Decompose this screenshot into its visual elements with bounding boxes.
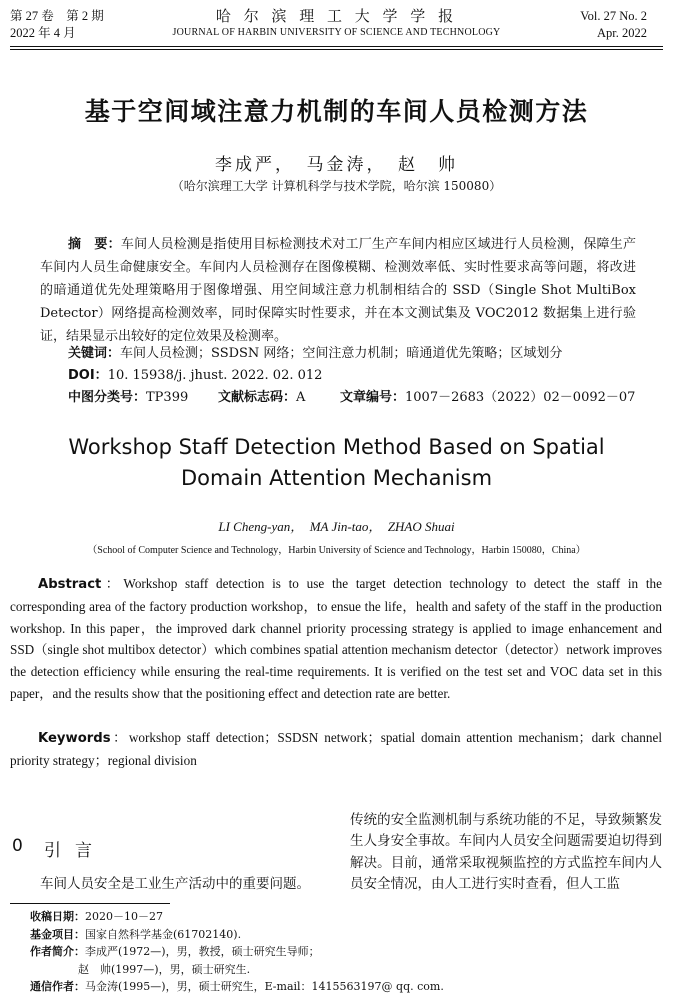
paper-title-cn: 基于空间域注意力机制的车间人员检测方法 — [84, 97, 589, 126]
keywords-cn-text: 车间人员检测；SSDSN 网络；空间注意力机制；暗通道优先策略；区域划分 — [120, 346, 563, 361]
clc-value: TP399 — [146, 390, 189, 405]
doc-code-label: 文献标志码： — [218, 390, 297, 405]
body-right-column: 传统的安全监测机制与系统功能的不足，导致频繁发生人身安全事故。车间内人员安全问题需要迫切得到解决。目前，通常采取视频监控的方式监控车间内人员安全情况，由人工进行实时查看，但人工监 — [350, 812, 662, 892]
volume-issue-cn: 第 27 卷 第 2 期 — [10, 9, 104, 23]
footnote-bio-cont: 赵 帅(1997—)，男，硕士研究生. — [78, 962, 251, 976]
corr-value: 马金涛(1995—)，男，硕士研究生，E-mail：1415563197@ qq. com. — [85, 980, 444, 993]
section-title: 引言 — [44, 841, 106, 861]
abstract-cn — [40, 233, 636, 348]
paper-title-en-line1: Workshop Staff Detection Method Based on Spatial — [68, 435, 605, 459]
footnote-rule — [10, 903, 170, 904]
fund-label: 基金项目： — [30, 927, 85, 941]
header-center — [150, 6, 523, 40]
bio-line1: 李成严(1972—)，男，教授，硕士研究生导师； — [85, 945, 320, 958]
footnote-bio — [30, 943, 444, 961]
keywords-en-text: ：workshop staff detection；SSDSN network；spatial domain attention mechanism；dark channel priority strategy；regional division — [10, 730, 662, 768]
footnote-corr — [30, 978, 444, 996]
doi — [68, 365, 322, 387]
doc-code-value: A — [296, 390, 306, 405]
date-cn: 2022 年 4 月 — [10, 26, 76, 40]
affiliation-en: （School of Computer Science and Technology，Harbin University of Science and Technology，Harbin 150080，China） — [87, 545, 586, 556]
header-rule-second — [10, 49, 663, 50]
journal-title-cn: 哈 尔 滨 理 工 大 学 学 报 — [215, 7, 458, 25]
corr-label: 通信作者： — [30, 980, 85, 993]
footnote-received — [30, 908, 444, 926]
keywords-cn — [68, 343, 562, 365]
article-no-label: 文章编号： — [340, 390, 406, 405]
abstract-cn-text: 车间人员检测是指使用目标检测技术对工厂生产车间内相应区域进行人员检测，保障生产车间内人员生命健康安全。车间内人员检测存在图像模糊、检测效率低、实时性要求高等问题，将改进的暗通道优先处理策略用于图像增强、用空间域注意力机制相结合的 SSD（Single Shot MultiBox Detector）网络提高检测效率，同时保障实时性要求，并在本文测试集及 VOC2012 数据集上进行验证，结果显示出较好的定位效果及检测率。 — [40, 237, 636, 344]
article-no-value: 1007－2683（2022）02－0092－07 — [405, 390, 636, 405]
header-left — [10, 8, 104, 42]
classification-line — [68, 387, 188, 409]
paper-title-en-line2: Domain Attention Mechanism — [180, 466, 493, 490]
section-number: 0 — [12, 836, 23, 856]
doi-value: 10. 15938/j. jhust. 2022. 02. 012 — [107, 368, 323, 383]
bio-label: 作者简介： — [30, 945, 85, 958]
header-rule — [10, 46, 663, 47]
footnotes — [30, 908, 444, 996]
keywords-en — [10, 727, 662, 772]
received-value: 2020－10－27 — [85, 910, 163, 923]
volume-issue-en: Vol. 27 No. 2 — [580, 9, 647, 23]
clc-label: 中图分类号： — [68, 390, 147, 405]
keywords-cn-label: 关键词： — [68, 346, 121, 361]
footnote-fund — [30, 926, 444, 944]
authors-en: LI Cheng-yan， MA Jin-tao， ZHAO Shuai — [218, 519, 455, 534]
paper-title-en — [0, 432, 673, 494]
body-left-column: 车间人员安全是工业生产活动中的重要问题。 — [40, 876, 310, 892]
journal-title-en: JOURNAL OF HARBIN UNIVERSITY OF SCIENCE AND TECHNOLOGY — [172, 27, 501, 38]
keywords-en-label: Keywords — [38, 731, 111, 746]
abstract-cn-label: 摘 要： — [68, 237, 121, 252]
header-right — [580, 8, 647, 42]
abstract-en-text: ：Workshop staff detection is to use the target detection technology to detect the staff in the corresponding area of the factory production workshop，to ensue the life，health and safety of the staff in the production workshop. In this paper，the improved dark channel priority processing strategy is applied to image enhancement and SSD（single shot multibox detector）which combines spatial attention mechanism detector（detector）network improves the detection efficiency while ensuring the real-time requirements. It is verified on the test set and VOC data set in this paper，and the results show that the positioning effect and detection rate are better. — [10, 576, 662, 701]
article-no-line — [340, 387, 635, 409]
doi-label: DOI： — [68, 368, 108, 383]
authors-cn: 李成严， 马金涛， 赵 帅 — [215, 155, 458, 175]
doc-code-line — [218, 387, 305, 409]
received-label: 收稿日期： — [30, 910, 85, 923]
abstract-en — [10, 573, 662, 705]
date-en: Apr. 2022 — [597, 26, 647, 40]
abstract-en-label: Abstract — [38, 577, 102, 592]
fund-value: 国家自然科学基金(61702140). — [85, 927, 242, 941]
affiliation-cn: （哈尔滨理工大学 计算机科学与技术学院，哈尔滨 150080） — [171, 179, 502, 193]
